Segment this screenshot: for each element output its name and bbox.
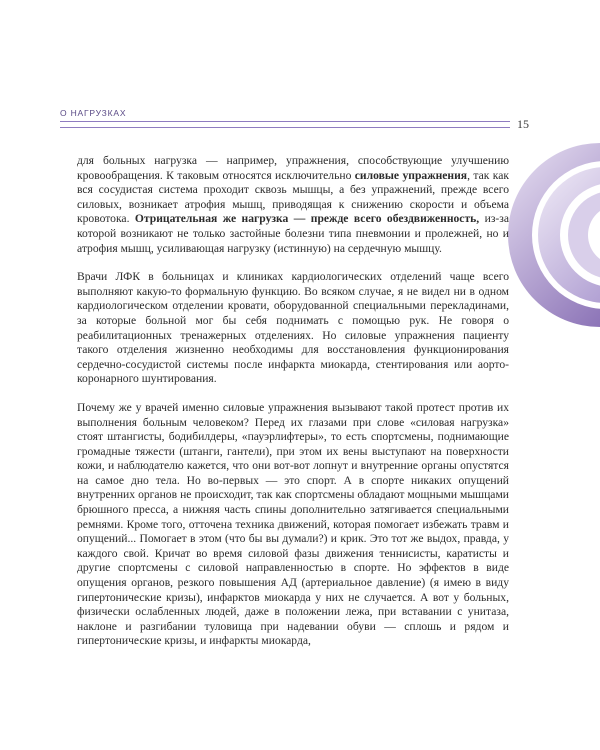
bold-term: силовые упражнения bbox=[354, 168, 468, 182]
text-run: , так как вся сосудистая система проходит сквозь мышцы, а без упражнений, прежде всего силовых, возникает атрофия мышц, приводящая к снижению скорости и объема кровотока. bbox=[77, 168, 509, 226]
paragraph bbox=[77, 154, 509, 256]
text-run: для больных нагрузка — например, упражнения, способствующие улучшению кровообращения. К таковым относятся исключительно bbox=[77, 154, 509, 182]
running-title: О НАГРУЗКАХ bbox=[60, 108, 127, 118]
paragraph: Врачи ЛФК в больницах и клиниках кардиологических отделений чаще всего выполняют какую-то формальную функцию. Во всяком случае, я не видел ни в одном кардиологическом отделении кровати, оборудованной специальными перекладинами, за которые больной мог бы себя поднимать с помощью рук. Не говоря о реабилитационных тренажерных отделениях. Но силовые упражнения пациенту такого отделения жизненно необходимы для восстановления функционирования сердечно-сосудистой системы после инфаркта миокарда, стентирования или аорто-коронарного шунтирования. bbox=[77, 270, 509, 386]
header-rule-top bbox=[60, 121, 510, 122]
page-number: 15 bbox=[517, 117, 529, 131]
paragraph: Почему же у врачей именно силовые упражнения вызывают такой протест против их выполнения больным человеком? Перед их глазами при слове «силовая нагрузка» стоят штангисты, бодибилдеры, «пауэрлифтеры», то есть спортсмены, поднимающие громадные тяжести (штанги, гантели), при этом их вены выступают на поверхности кожи, и наблюдателю кажется, что они вот-вот лопнут и внутренние органы опустятся на самое дно тела. Но во-первых — это спорт. А в спорте никаких опущений внутренних органов не происходит, так как спортсмены обладают мощными мышцами брюшного пресса, а нижняя часть спины дополнительно затягивается специальными ремнями. Кроме того, отточена техника движений, которая помогает избежать травм и опущений... Помогает в этом (что бы вы думали?) и крик. Это тот же выдох, правда, у каждого свой. Кричат во время силовой фазы движения теннисисты, каратисты и другие спортсмены с силовой направленностью в спорте. Но эффектов в виде опущения органов, резкого повышения АД (артериальное давление) (я имею в виду гипертонические кризы), инфарктов миокарда у них не случается. А вот у больных, физически ослабленных людей, даже в положении лежа, при вставании с унитаза, наклоне и разгибании туловища при надевании обуви — сплошь и рядом и гипертонические кризы, и инфаркты миокарда, bbox=[77, 400, 509, 648]
text-run: из-за которой возникают не только застойные болезни типа пневмонии и пролежней, но и атрофия мышц, усиливающая нагрузку (истинную) на сердечную мышцу. bbox=[77, 212, 509, 255]
header-rule-bottom bbox=[60, 127, 510, 128]
bold-term: Отрицательная же нагрузка — прежде всего обездвиженность, bbox=[134, 212, 480, 226]
body-text bbox=[77, 154, 509, 663]
